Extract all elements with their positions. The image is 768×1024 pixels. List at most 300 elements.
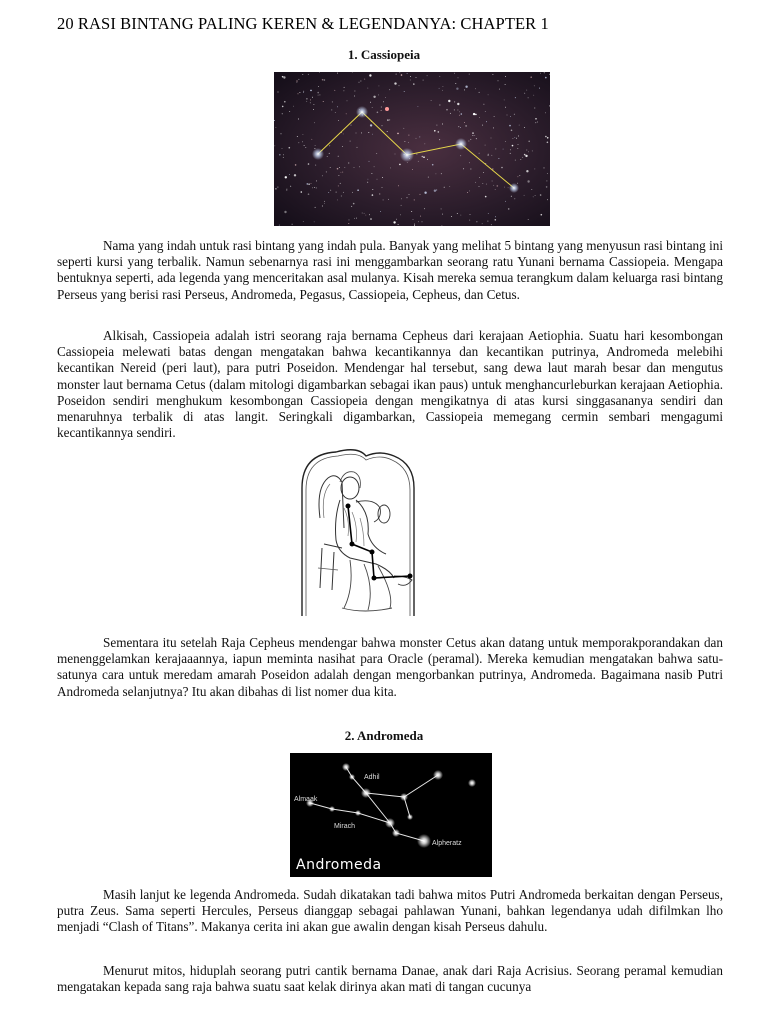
background-star <box>468 141 469 142</box>
background-star <box>296 80 298 82</box>
background-star <box>546 180 547 181</box>
background-star <box>491 155 492 156</box>
background-star <box>337 168 339 170</box>
background-star <box>520 159 521 160</box>
background-star <box>460 215 461 216</box>
background-star <box>485 196 487 198</box>
background-star <box>310 99 311 100</box>
background-star <box>407 73 408 74</box>
background-star <box>277 187 278 188</box>
background-star <box>279 154 281 156</box>
background-star <box>450 113 451 114</box>
background-star <box>341 196 342 197</box>
background-star <box>284 101 286 103</box>
background-star <box>394 82 396 84</box>
background-star <box>535 122 536 123</box>
background-star <box>301 191 303 193</box>
background-star <box>417 106 418 107</box>
background-star <box>364 79 365 80</box>
background-star <box>418 161 419 162</box>
paragraph: Sementara itu setelah Raja Cepheus mendengar bahwa monster Cetus akan datang untuk memporakporandakan dan menenggelamkan kerajaaannya, iapun meminta nasihat para Oracle (peramal). Mereka kemudian mengatakan bahwa satu-satunya cara untuk meredam amarah Poseidon adalah dengan mengorbankan putrinya, Andromeda. Bagaimana nasib Putri Andromeda selanjutnya? Itu akan dibahas di list nomer dua kita. <box>57 635 723 699</box>
background-star <box>342 146 343 147</box>
background-star <box>382 177 383 178</box>
background-star <box>337 73 338 74</box>
background-star <box>372 194 374 196</box>
background-star <box>298 142 299 143</box>
background-star <box>315 165 316 166</box>
background-star <box>368 132 369 133</box>
background-star <box>381 107 382 108</box>
background-star <box>514 198 515 199</box>
background-star <box>507 115 508 116</box>
background-star <box>324 201 325 202</box>
background-star <box>284 211 286 213</box>
background-star <box>526 150 527 151</box>
background-star <box>403 128 404 129</box>
background-star <box>381 110 382 111</box>
background-star <box>282 106 284 108</box>
background-star <box>442 86 443 87</box>
background-star <box>479 177 480 178</box>
background-star <box>530 76 532 78</box>
background-star <box>499 89 500 90</box>
background-star <box>482 183 483 184</box>
background-star <box>469 74 470 75</box>
background-star <box>399 164 401 166</box>
background-star <box>515 97 516 98</box>
background-star <box>416 77 417 78</box>
background-star <box>311 139 312 140</box>
background-star <box>518 144 519 145</box>
background-star <box>348 223 349 224</box>
background-star <box>326 171 327 172</box>
background-star <box>472 132 474 134</box>
background-star <box>495 148 496 149</box>
background-star <box>377 112 379 114</box>
background-star <box>518 136 519 137</box>
background-star <box>347 100 348 101</box>
background-star <box>463 168 464 169</box>
background-star <box>524 93 525 94</box>
background-star <box>407 197 408 198</box>
star-label-alpheratz: Alpheratz <box>432 840 462 847</box>
background-star <box>534 168 535 169</box>
background-star <box>487 221 488 222</box>
background-star <box>419 136 420 137</box>
background-star <box>315 207 316 208</box>
background-star <box>306 101 307 102</box>
cassiopeia-star-photo <box>274 72 550 226</box>
background-star <box>488 94 489 95</box>
background-star <box>298 93 299 94</box>
background-star <box>307 183 309 185</box>
background-star <box>383 101 384 102</box>
background-star <box>503 149 504 150</box>
background-star <box>528 219 529 220</box>
background-star <box>387 131 388 132</box>
background-star <box>410 80 411 81</box>
background-star <box>331 109 332 110</box>
background-star <box>510 116 511 117</box>
background-star <box>344 167 345 168</box>
background-star <box>362 213 363 214</box>
background-star <box>299 92 300 93</box>
background-star <box>512 145 514 147</box>
background-star <box>292 224 293 225</box>
background-star <box>322 206 323 207</box>
background-star <box>441 208 442 209</box>
background-star <box>314 122 315 123</box>
background-star <box>339 167 340 168</box>
cassiopeia-throne-illustration <box>294 448 424 618</box>
background-star <box>544 72 545 73</box>
background-star <box>294 174 296 176</box>
background-star <box>454 101 455 102</box>
paragraph: Alkisah, Cassiopeia adalah istri seorang raja bernama Cepheus dari kerajaan Aetiophia. Suatu hari kesombongan Cassiopeia melewati batas dengan mengatakan bahwa kecantikannya dan kecantikan putrinya, Andromeda melebihi kecantikan Nereid (peri laut), para putri Poseidon. Mendengar hal tersebut, sang dewa laut marah besar dan mengutus monster laut bernama Cetus (dalam mitologi digambarkan sebagai ikan paus) untuk menghancurleburkan kerajaan Aetiophia. Poseidon sendiri menghukum kesombongan Cassiopeia dengan mengikatnya di atas kursi singgasananya sendiri dan menaruhnya terbalik di atas langit. Seringkali digambarkan, Cassiopeia memegang cermin sembari mengagumi kecantikannya sendiri. <box>57 328 723 441</box>
background-star <box>387 119 389 121</box>
background-star <box>516 138 517 139</box>
background-star <box>311 183 312 184</box>
background-star <box>308 163 310 165</box>
background-star <box>526 170 528 172</box>
background-star <box>547 137 549 139</box>
background-star <box>493 185 494 186</box>
background-star <box>298 119 299 120</box>
background-star <box>508 187 509 188</box>
background-star <box>290 186 291 187</box>
background-star <box>324 79 326 81</box>
background-star <box>282 113 283 114</box>
section-heading-cassiopeia: 1. Cassiopeia <box>347 47 421 62</box>
background-star <box>492 74 493 75</box>
background-star <box>514 114 515 115</box>
background-star <box>431 100 432 101</box>
background-star <box>379 194 380 195</box>
background-star <box>525 155 527 157</box>
background-star <box>494 116 495 117</box>
background-star <box>416 154 417 155</box>
background-star <box>274 120 275 121</box>
background-star <box>308 193 310 195</box>
background-star <box>505 76 506 77</box>
background-star <box>348 163 349 164</box>
background-star <box>378 94 379 95</box>
background-star <box>470 214 471 215</box>
background-star <box>541 214 543 216</box>
background-star <box>434 130 436 132</box>
background-star <box>476 221 477 222</box>
background-star <box>354 96 355 97</box>
background-star <box>393 221 395 223</box>
background-star <box>461 113 463 115</box>
background-star <box>303 92 304 93</box>
background-star <box>322 175 323 176</box>
background-star <box>308 74 309 75</box>
background-star <box>374 166 375 167</box>
background-star <box>409 194 410 195</box>
background-star <box>357 189 359 191</box>
background-star <box>469 190 470 191</box>
background-star <box>504 187 505 188</box>
background-star <box>293 106 294 107</box>
background-star <box>427 159 428 160</box>
star-label-almaak: Almaak <box>294 796 318 803</box>
background-star <box>336 192 337 193</box>
background-star <box>372 189 373 190</box>
background-star <box>281 133 282 134</box>
background-star <box>382 125 383 126</box>
background-star <box>323 101 324 102</box>
background-star <box>442 90 443 91</box>
background-star <box>508 208 510 210</box>
background-star <box>334 90 335 91</box>
background-star <box>369 161 370 162</box>
background-star <box>424 143 425 144</box>
background-star <box>509 125 511 127</box>
background-star <box>365 215 366 216</box>
background-star <box>399 72 400 73</box>
background-star <box>413 219 414 220</box>
background-star <box>432 164 434 166</box>
paragraph: Masih lanjut ke legenda Andromeda. Sudah dikatakan tadi bahwa mitos Putri Andromeda berkaitan dengan Perseus, putra Zeus. Sama seperti Hercules, Perseus dianggap sebagai pahlawan Yunani, bahkan legendanya udah difilmkan lho menjadi “Clash of Titans”. Makanya cerita ini akan gue awalin dengan kisah Perseus dahulu. <box>57 887 723 935</box>
background-star <box>479 153 480 154</box>
background-star <box>340 183 341 184</box>
background-star <box>498 80 499 81</box>
background-star <box>279 225 280 226</box>
background-star <box>439 76 440 77</box>
background-star <box>338 120 339 121</box>
background-star <box>544 167 545 168</box>
background-star <box>306 98 308 100</box>
background-star <box>302 74 303 75</box>
background-star <box>356 218 357 219</box>
background-star <box>343 90 344 91</box>
background-star <box>464 122 465 123</box>
background-star <box>380 211 381 212</box>
background-star <box>472 135 473 136</box>
background-star <box>312 97 313 98</box>
background-star <box>439 88 440 89</box>
background-star <box>475 114 477 116</box>
background-star <box>524 195 525 196</box>
background-star <box>526 90 527 91</box>
background-star <box>501 167 503 169</box>
background-star <box>329 145 330 146</box>
background-star <box>504 99 505 100</box>
background-star <box>308 183 310 185</box>
background-star <box>327 156 328 157</box>
background-star <box>451 216 452 217</box>
background-star <box>414 199 415 200</box>
background-star <box>473 113 475 115</box>
background-star <box>533 196 534 197</box>
background-star <box>296 82 297 83</box>
background-star <box>442 214 443 215</box>
background-star <box>427 75 428 76</box>
background-star <box>535 195 536 196</box>
background-star <box>547 142 549 144</box>
background-star <box>458 77 459 78</box>
background-star <box>420 194 421 195</box>
background-star <box>488 155 489 156</box>
background-star <box>359 82 360 83</box>
background-star <box>444 187 445 188</box>
background-star <box>310 90 312 92</box>
background-star <box>438 131 440 133</box>
background-star <box>510 153 511 154</box>
background-star <box>534 85 535 86</box>
background-star <box>369 74 371 76</box>
background-star <box>418 221 419 222</box>
background-star <box>533 95 534 96</box>
background-star <box>469 162 470 163</box>
background-star <box>469 220 470 221</box>
background-star <box>378 85 379 86</box>
background-star <box>389 119 390 120</box>
background-star <box>399 85 400 86</box>
background-star <box>274 145 275 146</box>
background-star <box>351 125 352 126</box>
background-star <box>485 111 486 112</box>
background-star <box>401 205 402 206</box>
background-star <box>482 223 483 224</box>
background-star <box>534 108 535 109</box>
background-star <box>527 180 529 182</box>
background-star <box>342 172 343 173</box>
background-star <box>310 102 311 103</box>
background-star <box>454 109 455 110</box>
background-star <box>435 173 436 174</box>
background-star <box>413 83 415 85</box>
paragraph: Menurut mitos, hiduplah seorang putri cantik bernama Danae, anak dari Raja Acrisius. Seorang peramal kemudian mengatakan kepada sang raja bahwa suatu saat kelak dirinya akan mati di tangan cucunya <box>57 963 723 995</box>
background-star <box>428 177 429 178</box>
background-star <box>547 173 548 174</box>
background-star <box>350 141 351 142</box>
background-star <box>312 187 313 188</box>
background-star <box>372 134 373 135</box>
background-star <box>535 118 537 120</box>
background-star <box>316 187 317 188</box>
background-star <box>454 73 455 74</box>
background-star <box>528 97 529 98</box>
background-star <box>367 88 368 89</box>
background-star <box>497 185 499 187</box>
background-star <box>396 74 397 75</box>
background-star <box>545 136 547 138</box>
background-star <box>289 111 290 112</box>
background-star <box>458 126 459 127</box>
background-star <box>305 147 306 148</box>
background-star <box>289 174 290 175</box>
background-star <box>373 96 375 98</box>
background-star <box>537 122 538 123</box>
background-star <box>328 192 329 193</box>
background-star <box>397 133 399 135</box>
background-star <box>545 112 546 113</box>
background-star <box>360 81 361 82</box>
background-star <box>338 156 339 157</box>
background-star <box>367 182 368 183</box>
background-star <box>528 151 529 152</box>
background-star <box>313 104 314 105</box>
background-star <box>370 124 372 126</box>
background-star <box>313 109 314 110</box>
background-star <box>286 190 287 191</box>
background-star <box>396 219 397 220</box>
background-star <box>278 92 279 93</box>
background-star <box>346 113 347 114</box>
background-star <box>282 76 284 78</box>
background-star <box>351 206 352 207</box>
background-star <box>295 164 297 166</box>
background-star <box>416 138 417 139</box>
background-star <box>423 156 425 158</box>
background-star <box>422 156 424 158</box>
background-star <box>524 127 525 128</box>
star-label-mirach: Mirach <box>334 823 356 830</box>
background-star <box>505 201 506 202</box>
background-star <box>434 190 436 192</box>
background-star <box>275 127 276 128</box>
background-star <box>352 192 353 193</box>
background-star <box>337 199 338 200</box>
background-star <box>369 214 370 215</box>
background-star <box>322 79 324 81</box>
background-star <box>338 185 339 186</box>
background-star <box>449 186 450 187</box>
background-star <box>354 218 355 219</box>
background-star <box>353 203 355 205</box>
background-star <box>515 160 516 161</box>
background-star <box>456 88 458 90</box>
background-star <box>532 150 533 151</box>
background-star <box>367 179 368 180</box>
background-star <box>344 87 345 88</box>
background-star <box>457 110 458 111</box>
background-star <box>442 124 443 125</box>
background-star <box>540 73 541 74</box>
background-star <box>531 189 532 190</box>
background-star <box>439 105 440 106</box>
background-star <box>446 109 448 111</box>
background-star <box>491 138 492 139</box>
background-star <box>317 92 319 94</box>
background-star <box>483 104 484 105</box>
background-star <box>376 153 377 154</box>
background-star <box>408 135 409 136</box>
background-star <box>547 199 548 200</box>
background-star <box>522 157 523 158</box>
background-star <box>479 186 480 187</box>
background-star <box>349 219 350 220</box>
background-star <box>491 224 492 225</box>
background-star <box>465 86 467 88</box>
background-star <box>479 92 480 93</box>
background-star <box>457 103 459 105</box>
background-star <box>404 91 405 92</box>
background-star <box>282 148 283 149</box>
background-star <box>517 148 518 149</box>
background-star <box>488 213 489 214</box>
background-star <box>340 172 341 173</box>
background-star <box>398 185 399 186</box>
background-star <box>495 189 496 190</box>
background-star <box>411 211 412 212</box>
background-star <box>511 196 512 197</box>
background-star <box>540 194 542 196</box>
background-star <box>493 127 494 128</box>
background-star <box>460 155 461 156</box>
